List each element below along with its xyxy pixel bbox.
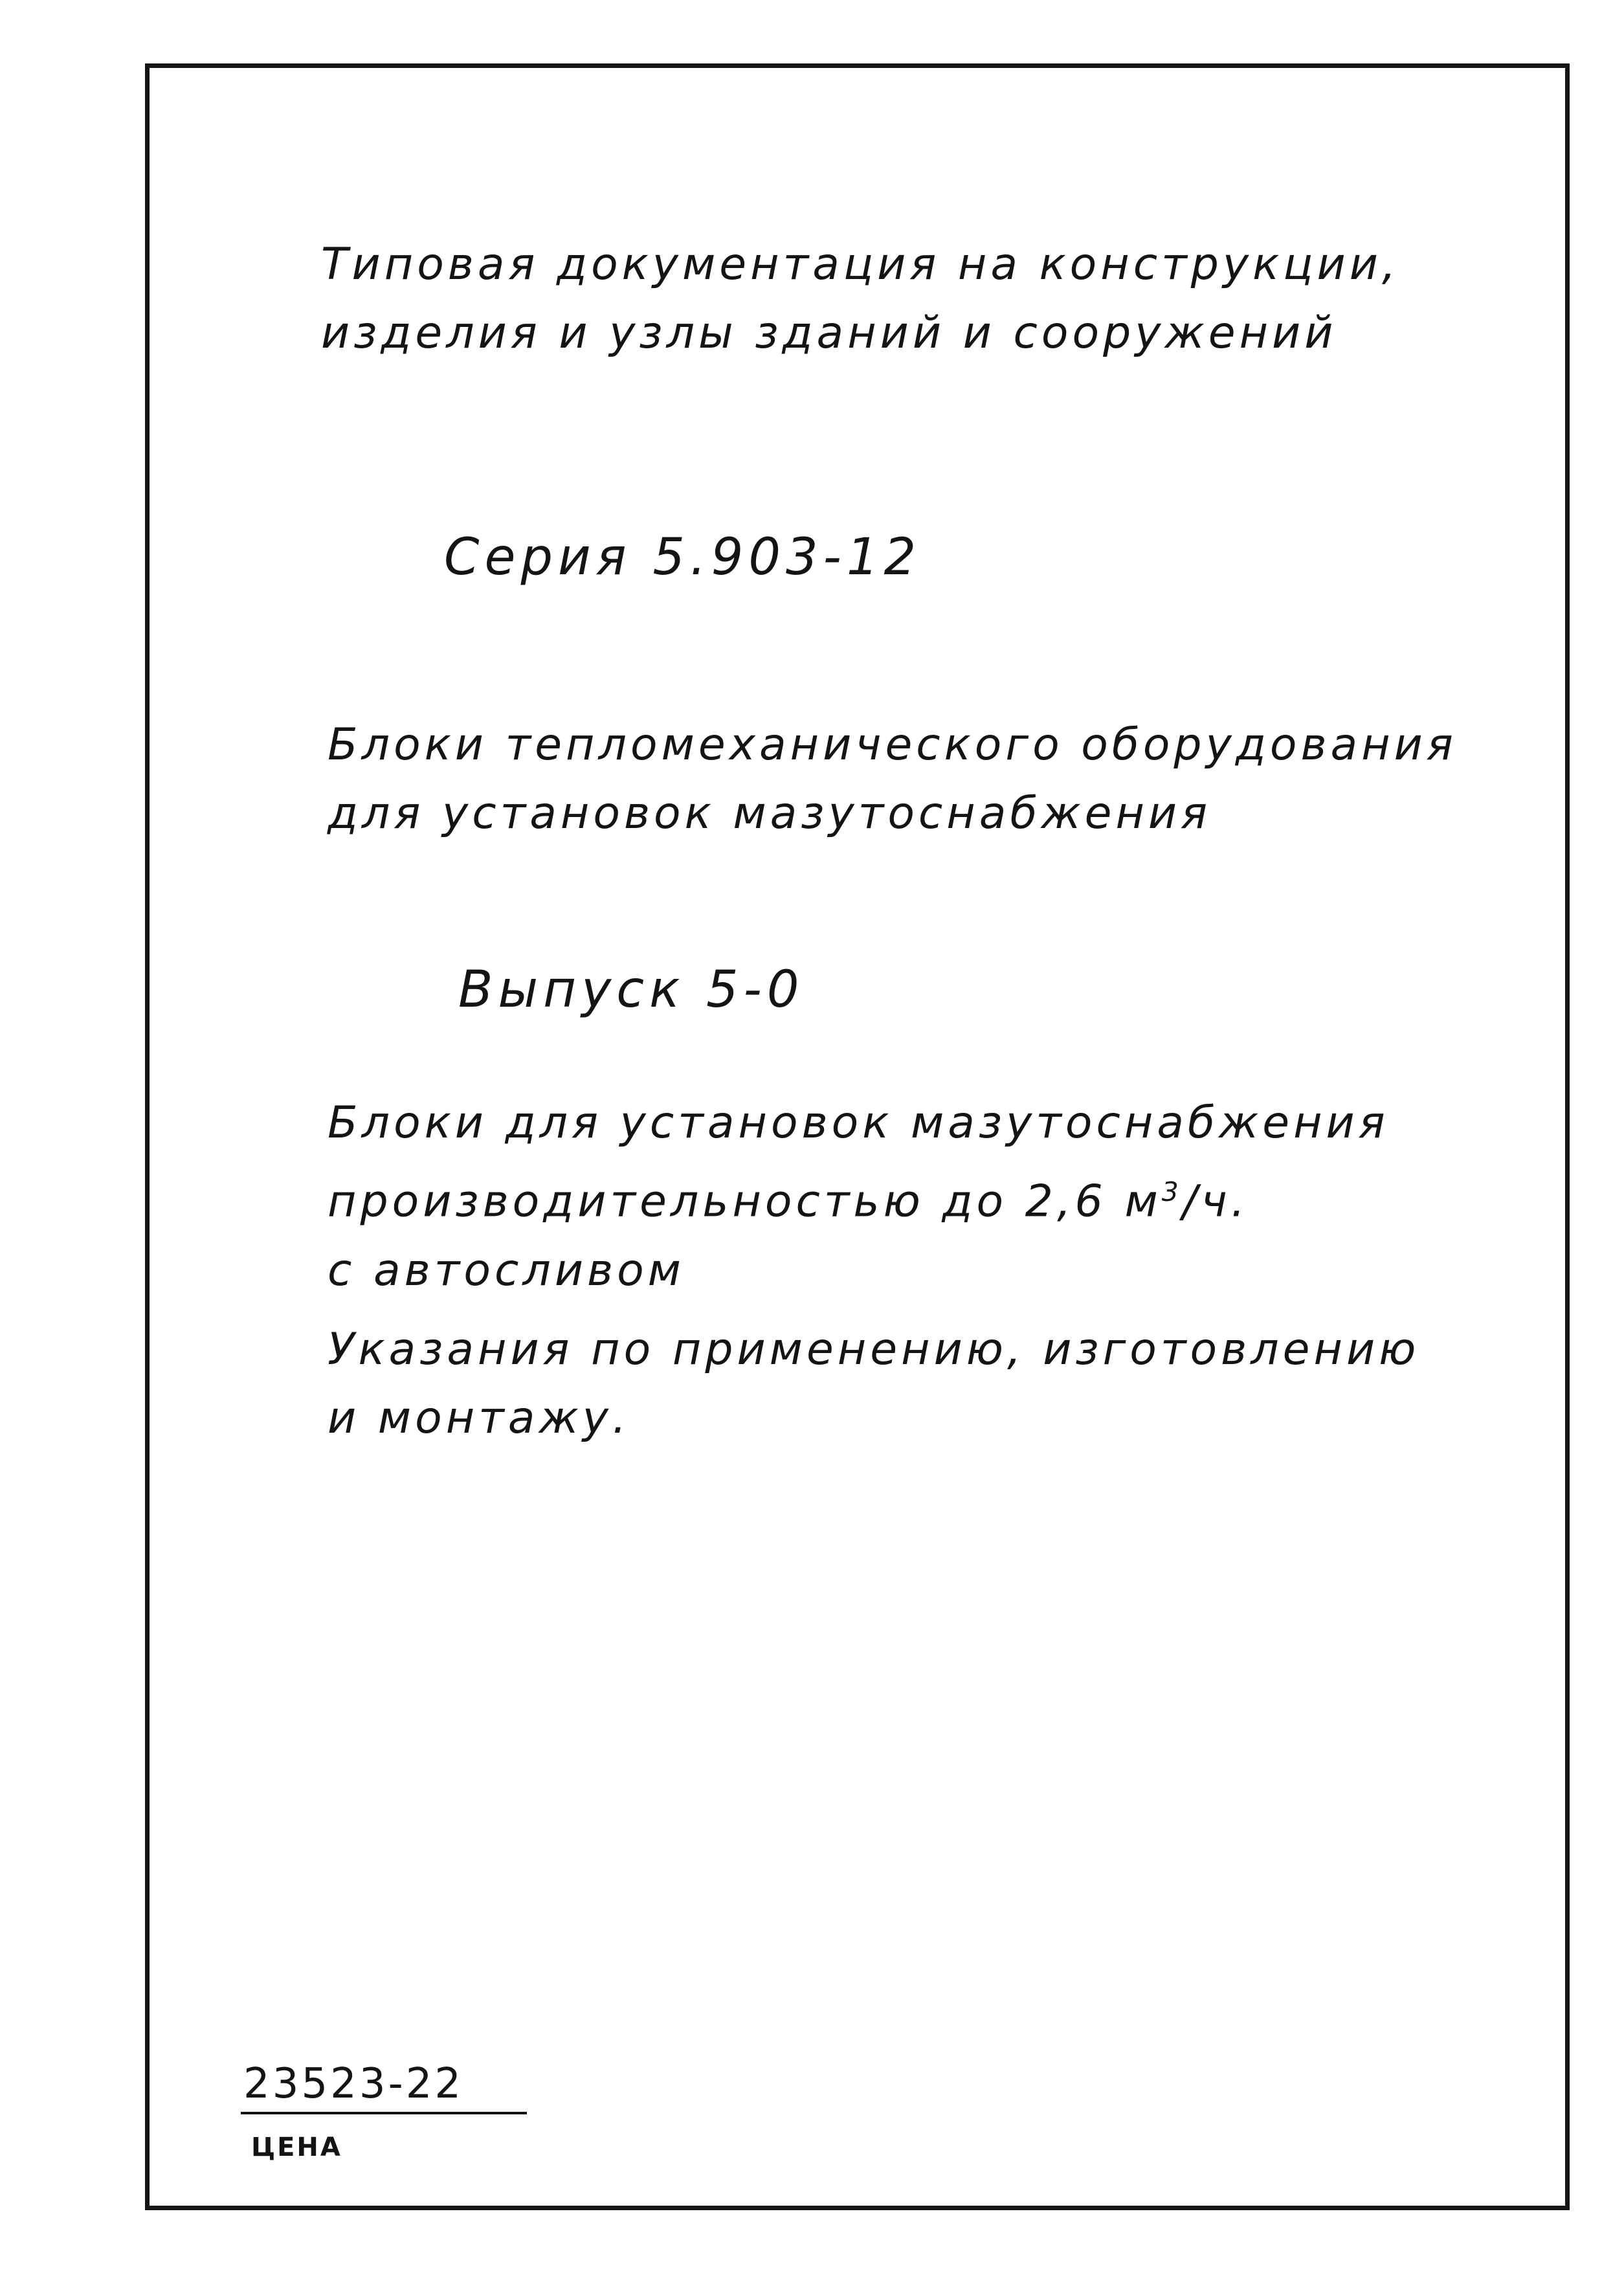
per-hour-text: /ч. [1182, 1176, 1249, 1227]
series-label: Серия 5.903-12 [444, 528, 922, 587]
cubic-superscript: 3 [1161, 1176, 1183, 1207]
instructions [328, 1316, 1419, 1453]
capacity-text: производительностью до 2,6 м [328, 1176, 1162, 1227]
documentation-type-line-2: изделия и узлы зданий и сооружений [321, 308, 1337, 359]
document-number: 23523-22 [243, 2060, 464, 2108]
blocks-title-line-2: для установок мазутоснабжения [328, 788, 1212, 839]
price-label: ЦЕНА [251, 2133, 342, 2162]
blocks-title [328, 711, 1457, 848]
documentation-type [321, 230, 1400, 368]
instructions-line-1: Указания по применению, изготовлению [328, 1324, 1420, 1375]
issue-description-line-3: с автосливом [328, 1244, 685, 1296]
document-number-underline [241, 2112, 527, 2114]
issue-description-line-1: Блоки для установок мазутоснабжения [328, 1097, 1389, 1148]
documentation-type-line-1: Типовая документация на конструкции, [321, 239, 1400, 290]
blocks-title-line-1: Блоки тепломеханического оборудования [328, 719, 1457, 770]
issue-description [328, 1089, 1389, 1305]
issue-description-line-2 [328, 1158, 1389, 1237]
instructions-line-2: и монтажу. [328, 1393, 630, 1444]
issue-label: Выпуск 5-0 [458, 961, 805, 1019]
